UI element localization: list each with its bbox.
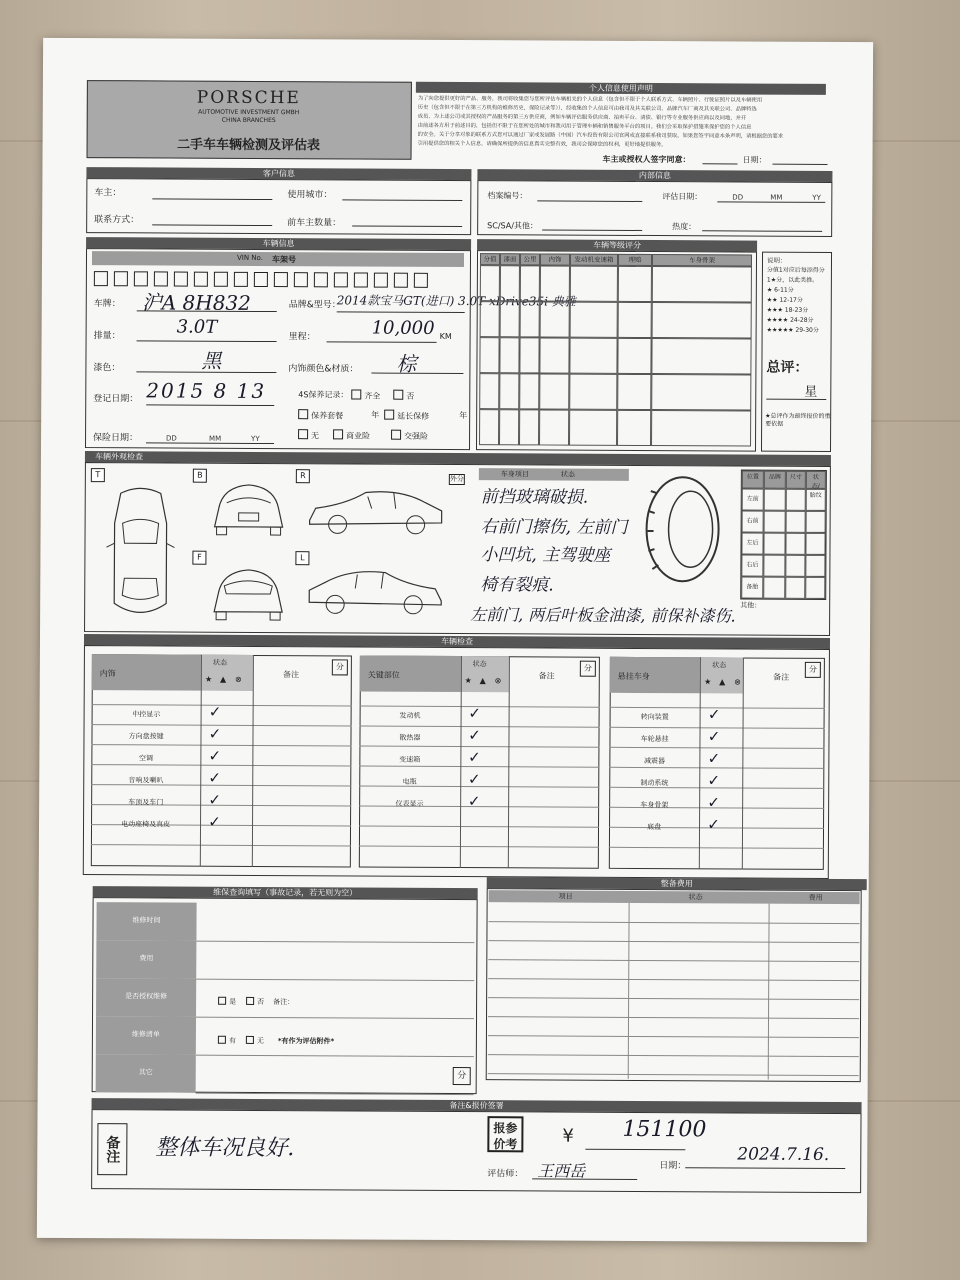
status-symbol: ★: [204, 674, 213, 684]
footer-date-label: 日期：: [659, 1161, 687, 1172]
vin-box[interactable]: [174, 272, 188, 287]
tire-row-label: 备胎: [741, 576, 763, 598]
maint-full-checkbox[interactable]: 齐全: [351, 389, 380, 401]
exterior-score-label: 外分: [449, 474, 465, 485]
car-right-view-icon: [306, 484, 446, 540]
car-left-view-icon: [305, 564, 445, 620]
tire-other-label: 其他：: [740, 601, 762, 610]
plate-value: 沪A 8H832: [141, 290, 251, 315]
plate-label: 车牌：: [93, 299, 121, 310]
contact-label: 联系方式：: [94, 215, 140, 226]
tire-header: 尺寸: [786, 471, 806, 489]
vin-box[interactable]: [274, 272, 288, 287]
tire-cell: [764, 489, 786, 511]
checkmark-icon[interactable]: ✓: [707, 793, 721, 812]
tire-cell: [785, 533, 805, 555]
interior-label: 内饰颜色&材质：: [288, 364, 359, 375]
maintenance-row-label: 维修清单: [131, 1030, 160, 1039]
tire-header: 状态/胎纹: [806, 471, 826, 489]
grade-cell: [539, 409, 569, 445]
checkmark-icon[interactable]: ✓: [707, 771, 721, 790]
grade-cell: [539, 373, 569, 409]
customer-title: 客户信息: [86, 167, 471, 180]
grade-cell: [617, 374, 651, 410]
maintenance-score-box: 分: [453, 1067, 471, 1085]
checkmark-icon[interactable]: ✓: [468, 748, 481, 767]
inspection-item: 音响及喇叭: [128, 776, 164, 785]
grade-cell: [569, 374, 617, 410]
checkmark-icon[interactable]: ✓: [707, 727, 721, 746]
grade-cell: [540, 265, 570, 301]
tire-cell: [805, 555, 825, 577]
inspection-item: 仪表显示: [395, 799, 424, 808]
car-top-view-icon: [100, 483, 181, 623]
total-footnote: ★总评作为最终报价的重要依据: [765, 412, 831, 428]
tire-header: 位置: [742, 470, 764, 488]
grade-header: 分值: [480, 253, 500, 265]
status-symbol: ★: [464, 676, 472, 686]
checkmark-icon[interactable]: ✓: [707, 705, 721, 724]
grade-cell: [617, 410, 651, 446]
status-symbol: ⊗: [494, 676, 502, 686]
remark-value: 整体车况良好.: [155, 1135, 295, 1162]
tire-cell: [785, 555, 805, 577]
exterior-note-3: 小凹坑, 主驾驶座: [480, 545, 611, 566]
exterior-note-1: 前挡玻璃破损.: [480, 487, 589, 508]
logo-subtitle-2: CHINA BRANCHES: [221, 116, 276, 125]
inspection-title: 车辆检查: [84, 634, 830, 649]
tire-row-label: 右后: [741, 554, 763, 576]
inspection-item: 变速箱: [399, 755, 421, 764]
total-label: 总评：: [766, 359, 809, 376]
tire-cell: [785, 577, 805, 599]
ins-commercial-checkbox[interactable]: 商业险: [333, 429, 370, 441]
grade-note: 分值1对应后每添得分: [766, 266, 825, 274]
brand-model-value: 2014款宝马GT(进口) 3.0T xDrive35i 典雅: [336, 293, 576, 309]
checkmark-icon[interactable]: ✓: [208, 746, 222, 765]
tire-cell: [763, 577, 785, 599]
tire-cell: [805, 577, 825, 599]
grade-cell: [540, 301, 570, 337]
file-no-label: 档案编号：: [487, 191, 528, 201]
grade-cell: [618, 302, 652, 338]
tire-cell: [786, 489, 806, 511]
evaluator-value: 王西岳: [537, 1161, 586, 1181]
exterior-title: 车辆外观检查: [85, 451, 831, 466]
status-header: 状态: [712, 661, 727, 670]
grade-table: [476, 250, 757, 451]
auth-yes-checkbox[interactable]: 是: [218, 997, 236, 1007]
vin-box[interactable]: [354, 272, 368, 287]
status-symbol: ▲: [479, 676, 486, 686]
grade-cell: [651, 410, 751, 447]
vin-box[interactable]: [194, 272, 208, 287]
grade-cell: [520, 301, 540, 337]
grade-cell: [479, 337, 499, 373]
total-star: 星: [804, 384, 818, 400]
grade-cell: [569, 410, 617, 446]
reg-date-label: 登记日期：: [93, 394, 139, 405]
sc-label: SC/SA/其他：: [487, 221, 538, 231]
tire-table: [740, 469, 827, 599]
status-header: 状态: [472, 660, 487, 669]
checkmark-icon[interactable]: ✓: [707, 815, 720, 834]
tire-cell: [763, 533, 785, 555]
mileage-label: 里程：: [288, 332, 316, 343]
repair-title: 整备费用: [487, 877, 867, 890]
status-symbol: ★: [704, 677, 712, 687]
vin-box[interactable]: [334, 272, 348, 287]
grade-header: 内饰: [540, 253, 570, 265]
inspection-item: 电瓶: [402, 777, 417, 786]
owner-sign-label: 车主或授权人签字同意：: [602, 154, 691, 165]
quote-value: 151100: [622, 1116, 707, 1143]
maintenance-row-label: 其它: [138, 1068, 153, 1077]
privacy-title: 个人信息使用声明: [416, 82, 826, 95]
panel-title: 关键部位: [367, 670, 400, 680]
vin-box[interactable]: [254, 272, 268, 287]
maint-no-checkbox[interactable]: 否: [393, 390, 414, 402]
vehicle-title: 车辆信息: [86, 237, 471, 250]
inspection-item: 电动座椅及真皮: [121, 820, 171, 829]
status-symbol: ⊗: [234, 674, 242, 684]
paint-value: 黑: [201, 348, 222, 373]
grade-note: ★★ 12-17分: [766, 296, 803, 304]
interior-value: 棕: [396, 351, 417, 376]
tire-icon: [640, 471, 726, 586]
exterior-note-5: 左前门, 两后叶板金油漆, 前保补漆伤.: [470, 605, 736, 626]
vin-box[interactable]: [374, 273, 388, 288]
tire-row-label: 右前: [742, 510, 764, 532]
checkmark-icon[interactable]: ✓: [208, 768, 222, 787]
grade-header: 漆面: [500, 253, 520, 265]
ins-date-label: 保险日期：: [93, 433, 139, 444]
maintenance-row-label: 维修时间: [132, 916, 161, 925]
grade-header: 公里: [520, 253, 540, 265]
grade-cell: [569, 338, 617, 374]
internal-title: 内部信息: [477, 169, 832, 182]
vin-box[interactable]: [114, 271, 128, 286]
remark-header: 备注: [773, 672, 790, 682]
grade-cell: [499, 373, 519, 409]
grade-header: 理赔: [618, 254, 652, 266]
city-label: 使用城市：: [287, 190, 333, 201]
porsche-logo: PORSCHE: [196, 87, 301, 109]
list-none-checkbox[interactable]: 无: [246, 1036, 264, 1046]
status-symbol: ▲: [719, 677, 726, 687]
exterior-note-4: 椅有裂痕.: [480, 575, 554, 596]
status-header: 状态: [213, 658, 228, 667]
evaluator-label: 评估师：: [487, 1169, 524, 1180]
inspection-item: 散热器: [399, 733, 421, 742]
brand-model-label: 品牌&型号：: [288, 300, 341, 311]
grade-cell: [519, 409, 539, 445]
auth-no-checkbox[interactable]: 否: [246, 997, 264, 1007]
grade-header: 发动机变速箱: [570, 254, 618, 266]
grade-cell: [480, 265, 500, 301]
vin-box[interactable]: [214, 272, 228, 287]
footer-date-value: 2024.7.16.: [737, 1144, 830, 1165]
grade-cell: [499, 409, 519, 445]
tire-row-label: 左后: [741, 532, 763, 554]
vin-box[interactable]: [134, 271, 148, 286]
panel-score-box: 分: [580, 661, 596, 677]
grade-cell: [570, 266, 618, 302]
remark-label: 备注: [97, 1123, 127, 1175]
grade-note: ★★★ 18-23分: [766, 306, 809, 314]
footer-title: 备注&报价签署: [92, 1098, 862, 1113]
remark-header: 备注: [538, 671, 555, 681]
checkmark-icon[interactable]: ✓: [467, 792, 481, 811]
grade-cell: [651, 338, 751, 375]
tire-cell: [763, 555, 785, 577]
tire-row-label: 左前: [742, 488, 764, 510]
grade-cell: [651, 374, 751, 411]
grade-cell: [479, 409, 499, 445]
panel-score-box: 分: [332, 659, 348, 675]
inspection-item: 方向盘按键: [128, 732, 164, 741]
grade-note: ★★★★ 24-28分: [766, 316, 814, 324]
grade-cell: [480, 301, 500, 337]
tire-cell: [786, 511, 806, 533]
grade-note: 1★分，以此类推。: [766, 276, 819, 284]
tire-cell: [764, 511, 786, 533]
eval-date-label: 评估日期：: [662, 192, 703, 202]
status-symbol: ▲: [219, 674, 227, 684]
tire-cell: [806, 489, 826, 511]
car-rear-view-icon: [208, 564, 288, 624]
vin-box[interactable]: [94, 271, 108, 286]
checkmark-icon[interactable]: ✓: [707, 749, 721, 768]
grade-cell: [618, 266, 652, 302]
checkmark-icon[interactable]: ✓: [468, 726, 481, 745]
owner-label: 车主：: [94, 188, 122, 199]
inspection-item: 底盘: [647, 823, 662, 832]
grade-note: ★ 6-11分: [766, 286, 794, 294]
checkmark-icon[interactable]: ✓: [208, 724, 222, 743]
privacy-text: 为了向您提供更好的产品、服务，我司将收集您与您所评估车辆相关的个人信息（包含但不限于个人联系方式、车辆照片、行驶证照片以及车辆使用 历史（包含但不限于在第三方机构的维修历史，保险记录等）），经收集的个人信息可由我司及其关联公司、品牌汽车厂商及其关联公司、品牌特选 成员、为上述公司或其授权的产品服务的第三方供应商，例如车辆评估服务供应商、拍卖平台、清债、银行等专业服务供应商以及同地，并开 由前述各方用于前述目的，包括但不限于在您所处的城市和我司用于管理车辆和销售服务平台的项目。我们会采取保护措施来保护您的个人信息 的安全。关于分享对象的联系方式您可以通过厂家或发展路（中国）汽车投资有限公司官网或直接联系我司获取。如果您签字同意本条声明，请根据您的要求 引用提供您的相关个人信息，请确保所提供的信息真实完整有效，我司会保障您的权利，更好地提供服务。: [417, 95, 784, 149]
inspection-form-paper: PORSCHE AUTOMOTIVE INVESTMENT GMBH CHINA BRANCHES 二手车车辆检测及评估表 个人信息使用声明 为了向您提供更好的产品、服务，我司将收集您与您所评估车辆相关的个人信息（包含但不限于个人联系方式、车辆照片、行驶证照片以及车辆使用 历史（包含但不限于在第三方机构的维修历史，保险记录等）），经收集的个人信息可由我司及其关联公司、品牌汽车厂商及其关联公司、品牌特选 成员、为上述公司或其授权的产品服务的第三方供应商，例如车辆评估服务供应商、拍卖平台、清债、银行等专业服务供应商以及同地，并开 由前述各方用于前述目的，包括但不限于在您所处的城市和我司用于管理车辆和销售服务平台的项目。我们会采取保护措施来保护您的个人信息 的安全。关于分享对象的联系方式您可以通过厂家或发展路（中国）汽车投资有限公司官网或直接联系我司获取。如果您签字同意本条声明，请根据您的要求 引用提供您的相关个人信息，请确保所提供的信息真实完整有效，我司会保障您的权利，更好地提供服务。 车主或授权人签字同意： 日期： 客户信息 内部信息 车主： 使用城市： 联系方式： 前车主数量： 档案编号： 评估日期： DD MM YY SC/SA/其他： 热度： 车辆信息 VIN No. 车架号 车牌： 沪A 8H832 品牌&型号： 2014款宝马GT(进口) 3.0T xDrive35i 典雅 排量： 3.0T 里程： 10,000 KM 漆色： 黑 内饰颜色&材质： 棕 登记日期： 2015 8 13 4S保养记录： 齐全 否 保养套餐 年 延长保修 年 保险日期： DD MM YY 无 商业险 交强险 车辆等级评分 分值 漆面 公里 内饰 发动机变速箱 理赔 车身骨架 说明： 分值1对应后每添得分 1★分，以此类推。 ★ 6-11分 ★★ 12-17分 ★★★ 18-23分 ★★★★ 24-28分 ★★★★★ 29-30分 总评： 星 ★总评作为最终报价的重要依据 车辆外观检查 T B R F L 外分 车身项目 状态 位置 品牌 尺寸 状态/胎纹 左前 右前 左后 右后 备胎 其他： 前挡玻璃破损. 右前门擦伤, 左前门 小凹坑, 主驾驶座 椅有裂痕. 左前门, 两后叶板金油漆, 前保补漆伤. 车辆检查 内饰 状态 ★ ▲ ⊗ 备注 分 中控显示 ✓ 方向盘按键 ✓ 空调 ✓ 音响及喇叭 ✓ 车顶及车门 ✓ 电动座椅及真皮 ✓ 关键部位 状态 ★ ▲ ⊗ 备注 分 发动机 ✓ 散热器 ✓ 变速箱 ✓ 电瓶 ✓ 仪表显示 ✓ 悬挂车身 状态 ★ ▲ ⊗ 备注 分 转向装置 ✓ 车轮悬挂 ✓ 减震器 ✓ 制动系统 ✓ 车身骨架 ✓ 底盘 ✓ 维保查询填写（事故记录，若无则为空） 维修时间 费用 是否授权维修 维修清单 其它 是 否 备注： 有 无 *有作为评估附件* 分 整备费用 项目 状态 费用 备注&报价签署 备注 整体车况良好. 报参价考 ¥ 151100 评估师： 王西岳 日期： 2024.7.16.: [37, 38, 873, 1242]
maintenance-row-label: 费用: [139, 954, 154, 963]
grade-cell: [570, 302, 618, 338]
vin-box[interactable]: [294, 272, 308, 287]
inspection-item: 空调: [138, 754, 153, 763]
reg-date-value: 2015 8 13: [146, 378, 267, 404]
repair-box: [486, 888, 862, 1082]
inspection-item: 中控显示: [132, 710, 161, 719]
grade-note: ★★★★★ 29-30分: [766, 326, 819, 334]
tire-header: 品牌: [764, 471, 786, 489]
vin-box[interactable]: [414, 273, 428, 288]
checkmark-icon[interactable]: ✓: [468, 704, 482, 723]
grade-cell: [617, 338, 651, 374]
quote-label: 报参价考: [487, 1116, 523, 1152]
remark-header: 备注: [282, 670, 300, 680]
grade-cell: [479, 373, 499, 409]
status-symbol: ⊗: [734, 677, 741, 687]
grade-cell: [519, 373, 539, 409]
inspection-item: 车轮悬挂: [640, 734, 669, 744]
inspection-item: 车顶及车门: [128, 798, 164, 807]
repair-header: 费用: [808, 893, 823, 902]
panel-title: 内饰: [99, 669, 116, 679]
inspection-item: 车身骨架: [640, 800, 669, 810]
grade-cell: [520, 265, 540, 301]
paint-label: 漆色：: [93, 363, 121, 374]
logo-box: [87, 80, 412, 160]
prev-owner-count-label: 前车主数量：: [287, 218, 342, 229]
vin-box[interactable]: [314, 272, 328, 287]
vin-box[interactable]: [234, 272, 248, 287]
grade-cell: [500, 301, 520, 337]
maintenance-title: 维保查询填写（事故记录，若无则为空）: [93, 886, 478, 899]
displacement-value: 3.0T: [176, 316, 218, 338]
ins-none-checkbox[interactable]: 无: [298, 429, 319, 441]
checkmark-icon[interactable]: ✓: [208, 790, 221, 809]
checkmark-icon[interactable]: ✓: [468, 770, 481, 789]
repair-header: 状态: [688, 893, 703, 902]
grade-notes-box: [761, 252, 832, 452]
logo-subtitle: AUTOMOTIVE INVESTMENT GMBH: [198, 108, 300, 117]
heat-label: 热度：: [672, 222, 697, 232]
grade-cell: [652, 302, 752, 339]
grade-header: 车身骨架: [652, 254, 752, 267]
mileage-value: 10,000: [371, 317, 435, 339]
exterior-note-2: 右前门擦伤, 左前门: [480, 517, 628, 538]
car-front-view-icon: [209, 479, 289, 539]
form-title: 二手车车辆检测及评估表: [177, 137, 321, 154]
tire-cell: [805, 533, 825, 555]
vin-boxes[interactable]: [43, 38, 873, 42]
ins-compulsory-checkbox[interactable]: 交强险: [391, 430, 428, 442]
inspection-item: 转向装置: [640, 712, 669, 722]
grade-title: 车辆等级评分: [477, 239, 757, 251]
grade-cell: [499, 337, 519, 373]
warranty-checkbox[interactable]: 保养套餐: [298, 409, 343, 421]
vin-box[interactable]: [154, 271, 168, 286]
panel-score-box: 分: [805, 662, 821, 678]
maintenance-row-label: 是否授权维修: [125, 992, 168, 1001]
checkmark-icon[interactable]: ✓: [208, 702, 222, 721]
inspection-item: 减震器: [643, 756, 666, 766]
grade-cell: [539, 337, 569, 373]
date-label: 日期：: [742, 155, 767, 165]
grade-notes-title: 说明：: [766, 256, 787, 265]
grade-cell: [652, 266, 752, 303]
grade-cell: [500, 265, 520, 301]
grade-cell: [519, 337, 539, 373]
checkmark-icon[interactable]: ✓: [208, 812, 221, 831]
repair-header: 项目: [558, 892, 573, 901]
displacement-label: 排量：: [93, 331, 121, 342]
tire-cell: [806, 511, 826, 533]
vin-box[interactable]: [394, 273, 408, 288]
list-have-checkbox[interactable]: 有: [218, 1036, 236, 1046]
inspection-item: 制动系统: [640, 778, 669, 788]
panel-title: 悬挂车身: [617, 671, 650, 682]
inspection-item: 发动机: [399, 711, 421, 720]
ext-warranty-checkbox[interactable]: 延长保修: [384, 410, 429, 422]
